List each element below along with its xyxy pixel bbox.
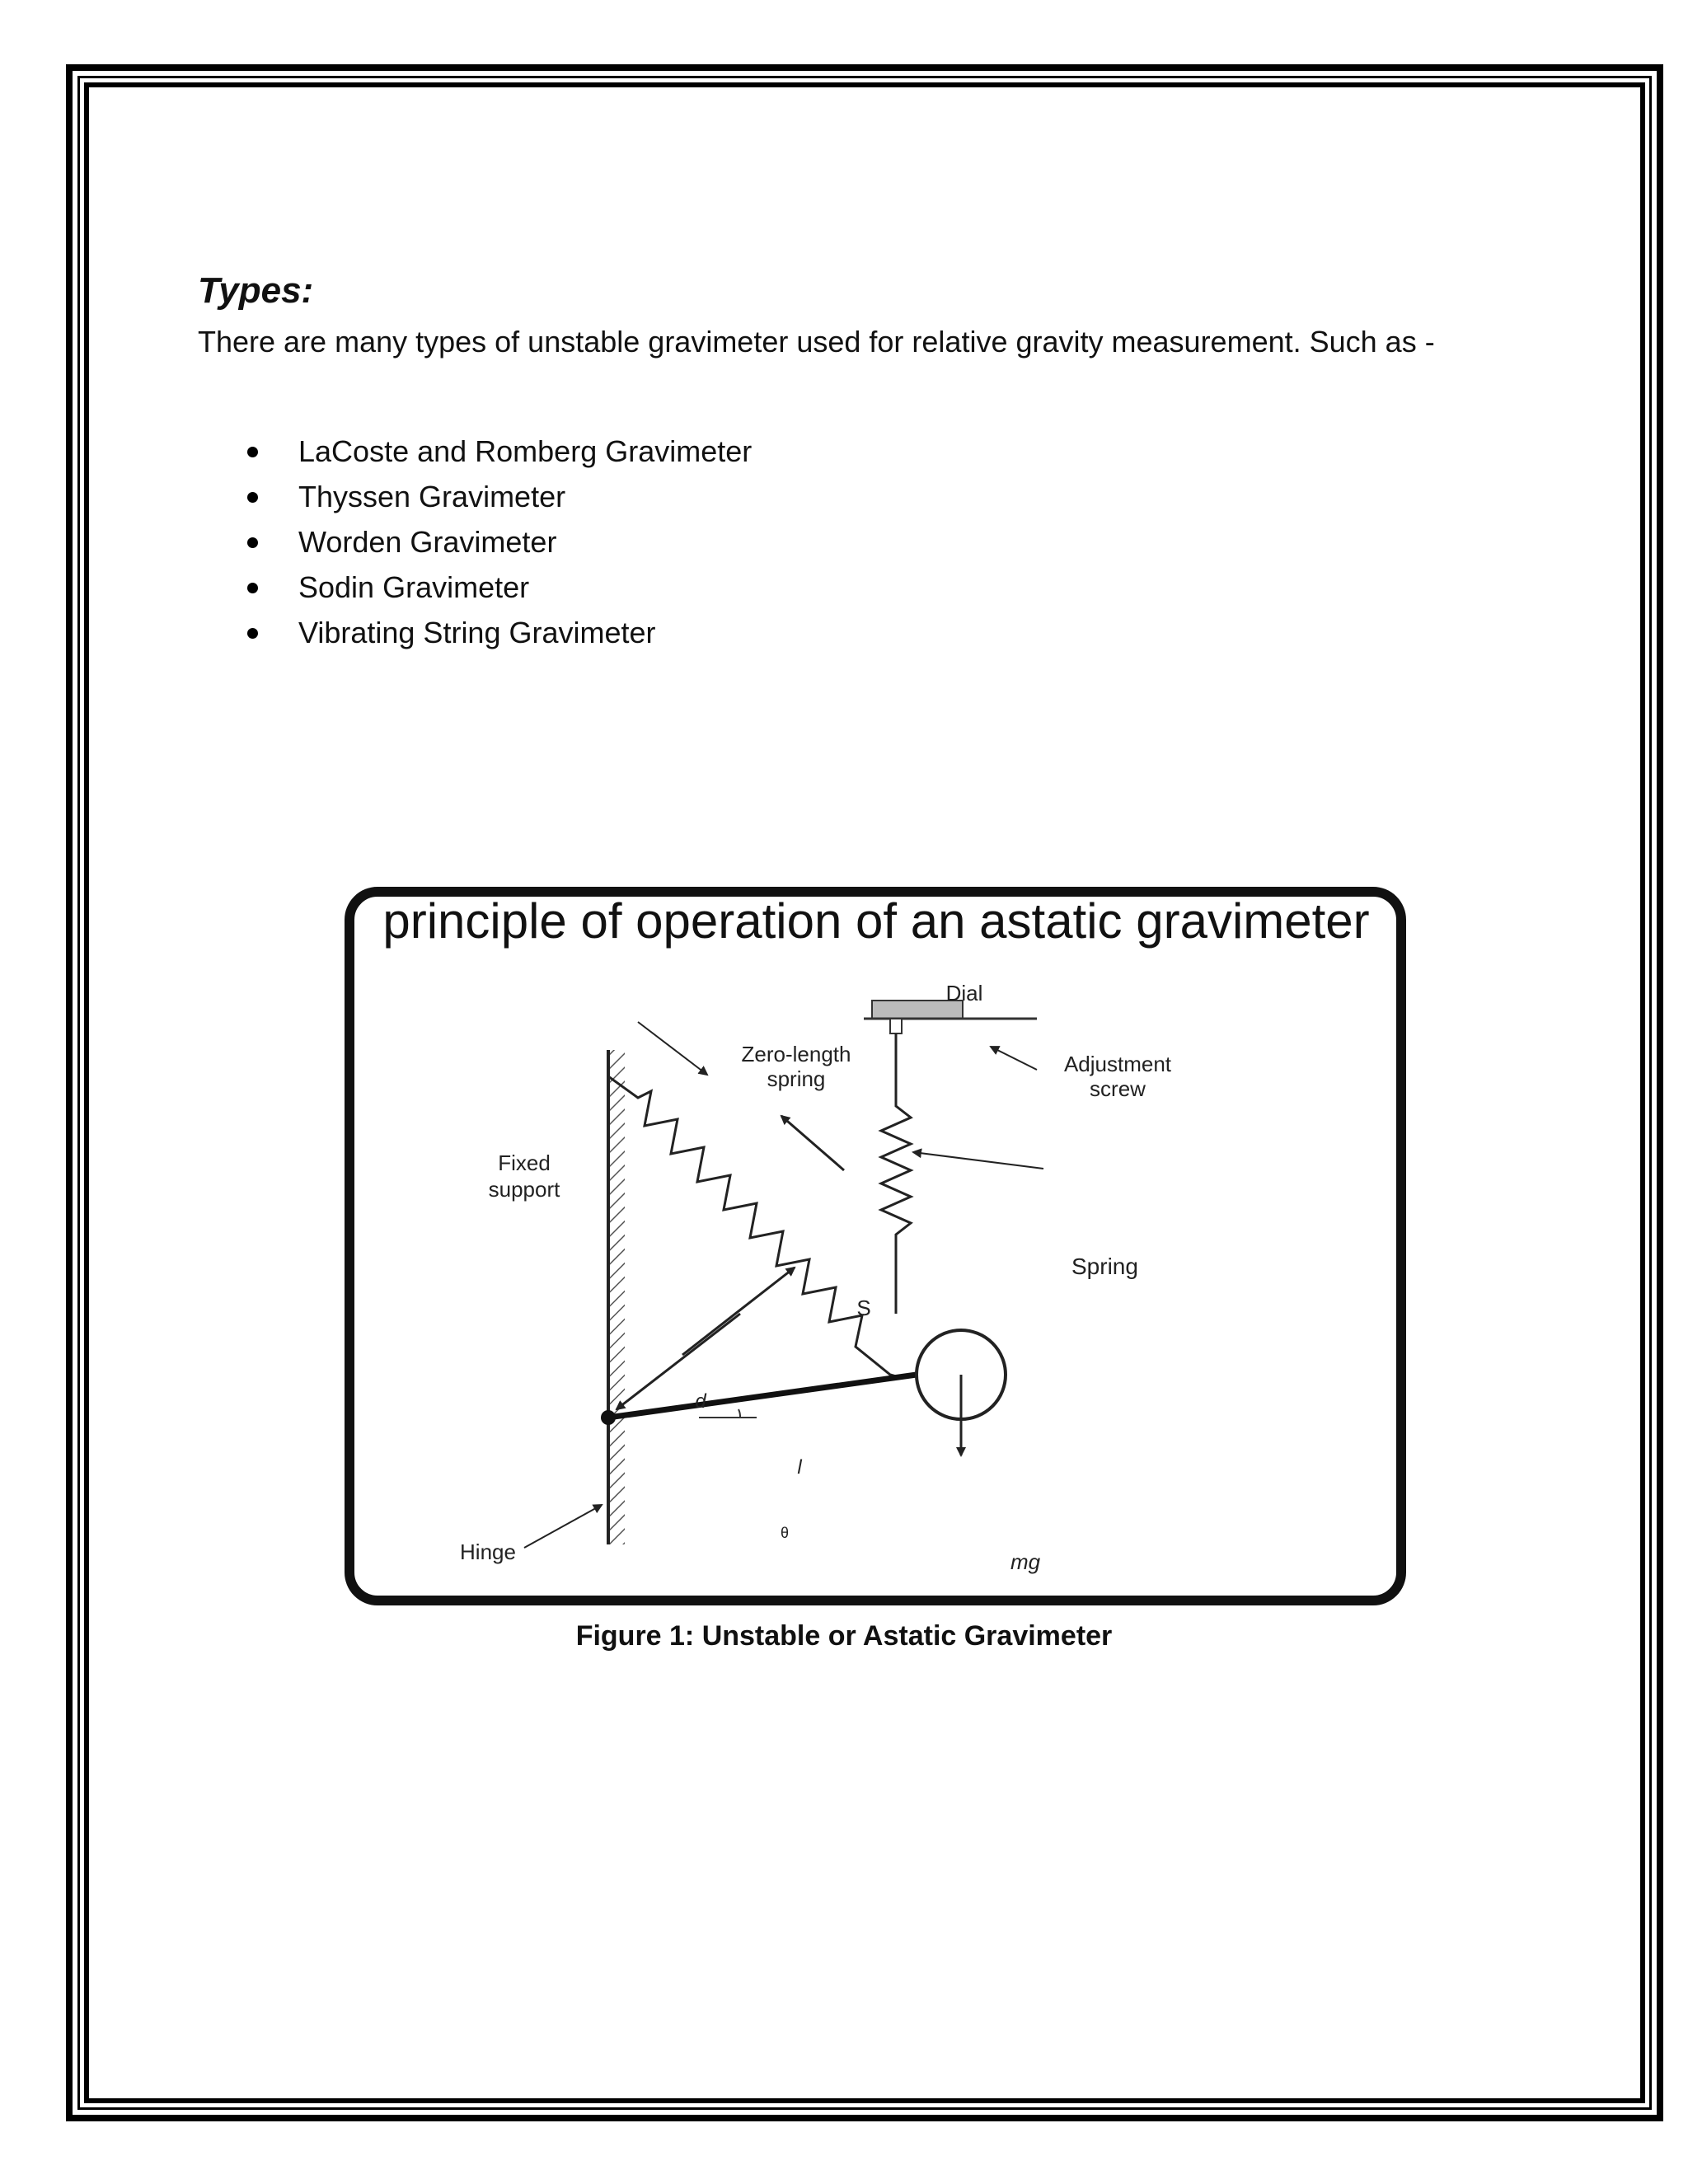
l-label: l	[797, 1456, 802, 1479]
list-item	[247, 565, 752, 610]
figure-caption: Figure 1: Unstable or Astatic Gravimeter	[575, 1620, 1113, 1652]
figure-frame	[349, 892, 1401, 1601]
hinge-point	[601, 1410, 616, 1425]
hinge-label: Hinge	[460, 1540, 516, 1564]
fixed-support-label-line2: support	[488, 1177, 560, 1202]
list-item-label: Sodin Gravimeter	[298, 570, 530, 604]
list-item-label: Vibrating String Gravimeter	[298, 616, 656, 649]
bullet-icon	[247, 537, 258, 548]
list-item	[247, 519, 752, 565]
mg-label: mg	[1010, 1549, 1041, 1574]
bullet-icon	[247, 447, 258, 457]
zero-length-spring-label-line2: spring	[767, 1066, 826, 1091]
bullet-icon	[247, 628, 258, 639]
list-item	[247, 610, 752, 655]
list-item-label: Worden Gravimeter	[298, 525, 557, 559]
gravimeter-types-list	[247, 429, 752, 655]
bullet-icon	[247, 492, 258, 503]
s-label: S	[856, 1296, 871, 1320]
astatic-gravimeter-figure	[345, 885, 1408, 1610]
adjustment-screw	[890, 1019, 902, 1033]
d-label: d	[695, 1390, 706, 1413]
bullet-icon	[247, 583, 258, 593]
list-item-label: Thyssen Gravimeter	[298, 480, 566, 513]
intro-paragraph: There are many types of unstable gravimeter used for relative gravity measurement. Such as -	[198, 325, 1435, 359]
spring-label: Spring	[1071, 1254, 1138, 1279]
fixed-support-label-line1: Fixed	[498, 1151, 551, 1175]
list-item-label: LaCoste and Romberg Gravimeter	[298, 434, 753, 468]
zero-length-spring-label-line1: Zero-length	[741, 1042, 851, 1066]
list-item	[247, 474, 752, 519]
theta-label: θ	[780, 1525, 790, 1541]
list-item	[247, 429, 752, 474]
adjustment-screw-label-line1: Adjustment	[1063, 1052, 1172, 1076]
section-heading: Types:	[198, 270, 314, 311]
adjustment-screw-label-line2: screw	[1090, 1076, 1146, 1101]
figure-title: principle of operation of an astatic gravimeter	[382, 893, 1370, 949]
astatic-gravimeter-diagram	[345, 885, 1408, 1610]
dial-label: Dial	[945, 981, 983, 1005]
